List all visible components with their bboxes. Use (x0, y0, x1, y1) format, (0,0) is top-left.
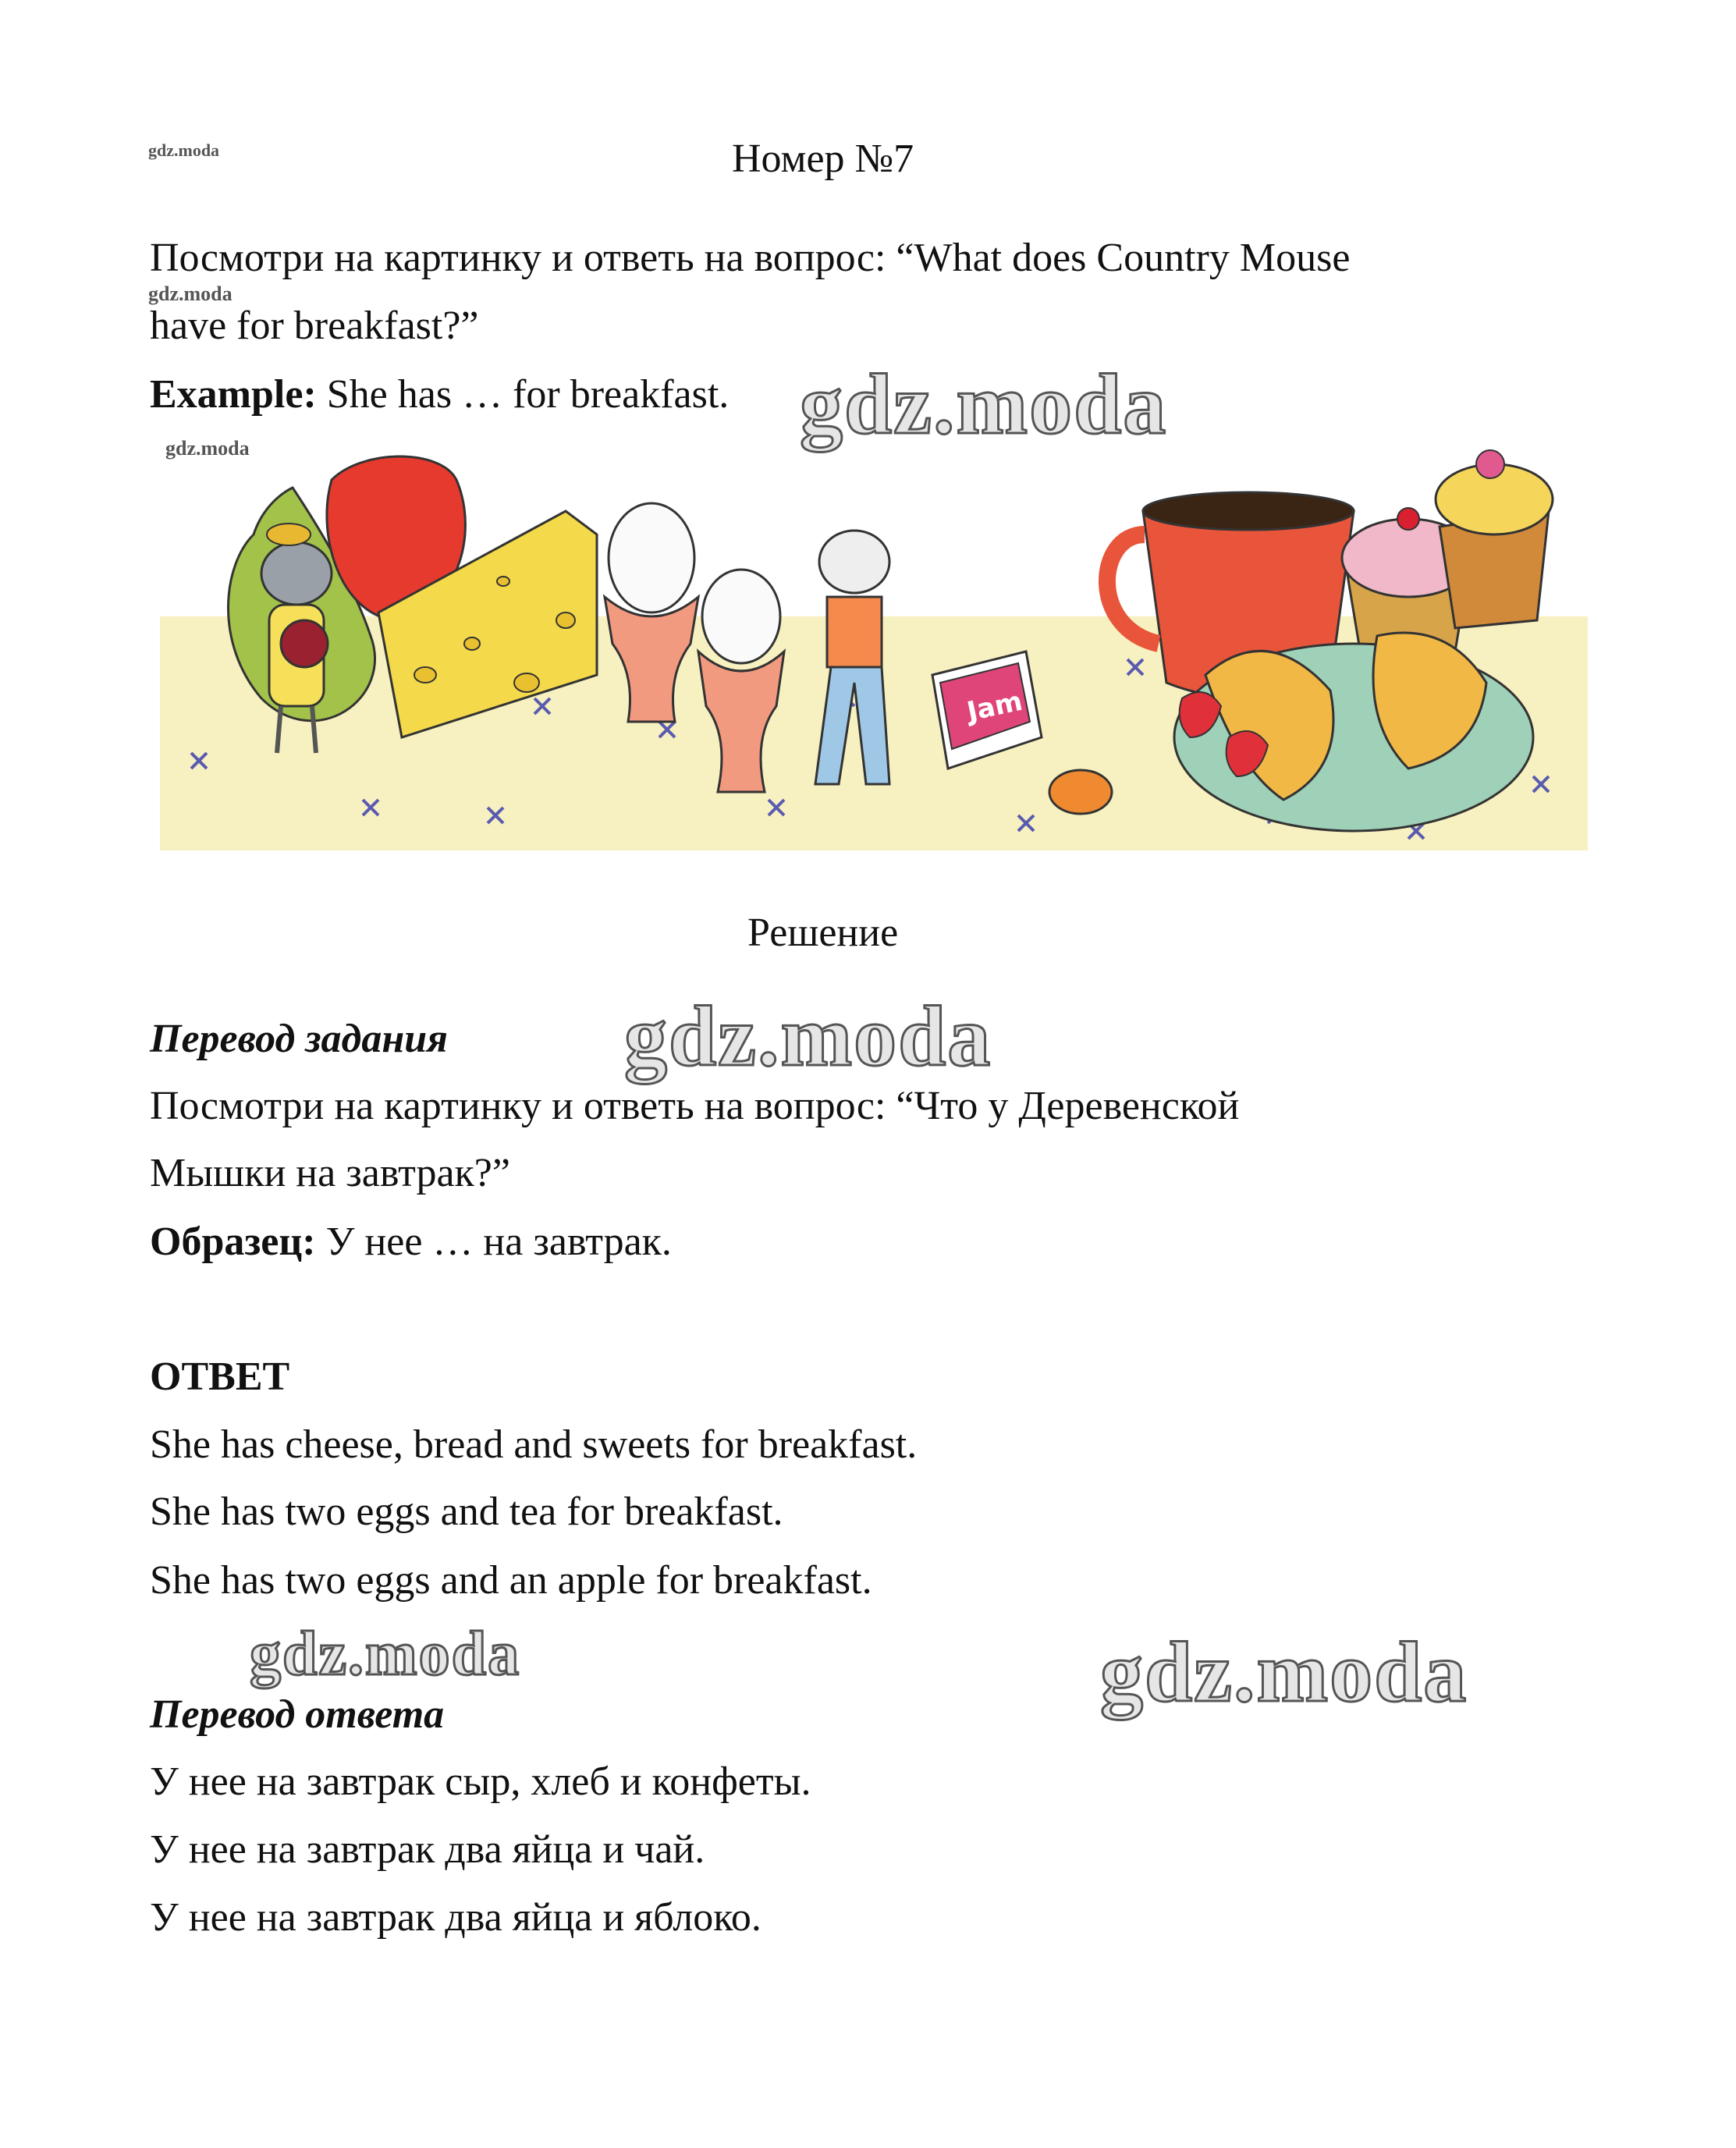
example-text: She has … for breakfast. (326, 372, 730, 417)
watermark-large-3: gdz.moda (250, 1620, 521, 1688)
sample-label: Образец: (150, 1220, 316, 1264)
watermark-large-2: gdz.moda (624, 989, 992, 1084)
watermark-large-4: gdz.moda (1100, 1624, 1468, 1720)
sample-text: У нее … на завтрак. (325, 1220, 672, 1264)
answer-line-3: She has two eggs and an apple for breakfast. (150, 1558, 872, 1603)
jam-label: Jam (964, 685, 1025, 728)
answer-translation-line-3: У нее на завтрак два яйца и яблоко. (150, 1895, 761, 1940)
translation-heading: Перевод задания (150, 1017, 448, 1061)
watermark-small-3: gdz.moda (165, 437, 250, 460)
candy (1049, 770, 1112, 814)
translation-line-1: Посмотри на картинку и ответь на вопрос: “Что у Деревенской (150, 1084, 1240, 1128)
answer-line-2: She has two eggs and tea for breakfast. (150, 1489, 783, 1534)
answer-heading: ОТВЕТ (150, 1354, 290, 1399)
example-label: Example: (150, 372, 317, 417)
answer-translation-line-1: У нее на завтрак сыр, хлеб и конфеты. (150, 1759, 811, 1804)
example-line (150, 372, 730, 417)
watermark-small-2: gdz.moda (148, 282, 233, 305)
task-line-1: Посмотри на картинку и ответь на вопрос: “What does Country Mouse (150, 236, 1351, 280)
page-title: Номер №7 (732, 137, 914, 181)
answer-line-1: She has cheese, bread and sweets for breakfast. (150, 1422, 918, 1467)
answer-translation-heading: Перевод ответа (150, 1692, 445, 1737)
breakfast-illustration (160, 441, 1588, 850)
sample-line (150, 1222, 672, 1262)
watermark-small-top: gdz.moda (148, 140, 220, 160)
watermark-large-1: gdz.moda (800, 357, 1168, 452)
translation-line-2: Мышки на завтрак?” (150, 1151, 510, 1195)
answer-translation-line-2: У нее на завтрак два яйца и чай. (150, 1827, 705, 1872)
task-line-2: have for breakfast?” (150, 304, 479, 348)
solution-heading: Решение (747, 911, 899, 955)
